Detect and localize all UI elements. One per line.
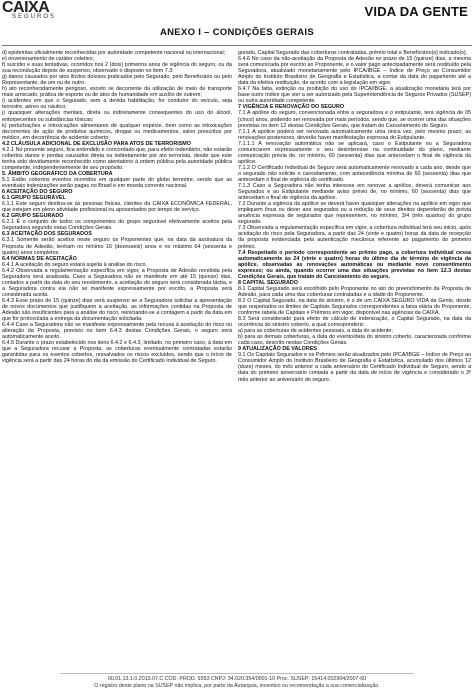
- section-heading: 4.2 CLÁUSULA ADICIONAL DE EXCLUSÃO PARA ATOS DE TERRORISMO: [2, 140, 191, 147]
- clause-paragraph: k) perturbações e intoxicações alimentares de qualquer espécie, bem como as intoxicações decorrentes de ação de produtos químicos, drogas ou medicamentos, salvo prescritos por médico, em decorrência de acidente coberto;: [2, 122, 232, 141]
- clause-paragraph: gurado, Capital Segurado das coberturas contratadas, prêmio total e Beneficiário(s) indicado(s).: [238, 50, 468, 56]
- clause-paragraph: 6.4.2 Observada a regulamentação específica em vigor, a Proposta de Adesão recebida pela Seguradora será analisada. Caso a Seguradora não se manifeste em até 15 (quinze) dias, contados a partir da data do seu recebimento, a aceitação do seguro será considerada tácita, e a Seguradora contra ela não se manifeste expressamente por escrito, a Proposta será considerada aceita.: [2, 267, 232, 298]
- section-heading: 8 CAPITAL SEGURADO: [238, 279, 299, 286]
- clause-paragraph: h) ato reconhecidamente perigoso, exceto se decorrente da utilização de meio de transporte mais arriscado, prática de esporte ou de atos de humanidade em auxílio de outrem;: [2, 86, 232, 99]
- page-header: [0, 0, 474, 24]
- section-heading: 6 ACEITAÇÃO DO SEGURO: [2, 189, 73, 196]
- header-divider: [2, 45, 472, 46]
- clause-paragraph: 4.2.1 No presente seguro, fica entendido e concordado que, para efeito indenitário, não estarão cobertos danos e perdas causados direta ou indiretamente por ato terrorista, desde que este tenha sido devidamente reconhecido como atentatório à ordem pública pela autoridade pública competente, independentemente de seu propósito.: [2, 146, 232, 171]
- section-heading: 6.3 ACEITAÇÃO DOS SEGURADOS: [2, 231, 92, 238]
- section-heading: 6.2 GRUPO SEGURADO: [2, 213, 64, 220]
- annex-title: ANEXO I – CONDIÇÕES GERAIS: [159, 27, 315, 38]
- section-heading: 9 ATUALIZAÇÃO DE VALORES: [238, 346, 317, 353]
- clause-paragraph: 9.1 Os Capitais Segurados e os Prêmios serão atualizados pelo IPCA/IBGE – Índice de Preço ao Consumidor Amplo do Instituto Brasileiro de Geografia e Estatística, acumulado dos últimos 12 (doze) meses, do mês anterior a cada aniversário do Certificado Individual de Seguro, sendo a data do primeiro aniversário contada a partir da data de início de vigência e considerado o 3º mês anterior ao aniversário do seguro.: [238, 352, 471, 383]
- clause-paragraph: 7.3 Observada a regulamentação específica em vigor, a cobertura individual terá seu início, após aceitação do risco pela Seguradora, a partir das 24 (vinte e quatro) horas da data de recepção da proposta evidenciada pela autenticação mecânica referente ao pagamento do primeiro prêmio.: [238, 225, 471, 250]
- clause-paragraph: 6.2.1 É o conjunto de todos os componentes do grupo segurável efetivamente aceitos pela Seguradora segundo estas Condições Gerais.: [2, 219, 232, 232]
- logo-sub-text: SEGUROS: [12, 14, 57, 20]
- clause-paragraph: 6.4.6 No caso da não-aceitação da Proposta de Adesão no prazo de 15 (quinze) dias, a mesma será comunicada por escrito ao Proponente, e o valor pago antecipadamente será restituído pela Seguradora, atualizado monetariamente pelo IPCA/IBGE – Índice de Preço ao Consumidor Amplo do Instituto Brasileiro de Geografia e Estatística, a contar da data do pagamento até a data da efetiva restituição, de acordo com a legislação em vigor.: [238, 56, 471, 87]
- section-heading: 7 VIGÊNCIA E RENOVAÇÃO DO SEGURO: [238, 104, 345, 111]
- clause-paragraph: 6.1.1 Este seguro destina-se às pessoas físicas, clientes da CAIXA ECONÔMICA FEDERAL, que estejam em pleno atividade profissional ou aposentados por tempo de serviço.: [2, 201, 232, 214]
- clause-paragraph: 8.2 O Capital Segurado, na data do sinistro, é o de um CAIXA SEGURO VIDA da Gente, desde que respeitados os limites de Capitais Segurados correspondentes a faixa etária do Proponente, conforme tabela de Capitais e Prêmios em vigor, disponível nas agências da CAIXA.: [238, 297, 471, 317]
- clause-paragraph: 6.4.1 A aceitação do seguro estará sujeita à análise do risco.: [2, 261, 148, 268]
- clause-paragraph: a) para as coberturas de acidentes pessoais, a data do acidente;: [238, 328, 393, 335]
- section-heading: 6.4 NORMAS DE ACEITAÇÃO: [2, 255, 77, 262]
- clause-paragraph: j) quaisquer alterações mentais, direta ou indiretamente consequentes do uso do álcool, entorpecentes ou substâncias tóxicas;: [2, 110, 232, 123]
- section-heading: 6.1 GRUPO SEGURÁVEL: [2, 195, 66, 202]
- right-column: [238, 50, 471, 668]
- logo-main-text: CAIXA: [2, 0, 50, 16]
- clause-paragraph: 7.1.3 Caso a Seguradora não tenha interesse em renovar a apólice, deverá comunicar aos Segurados e ao Estipulante mediante aviso prévio de, no mínimo, 60 (sessenta) dias que antecedam o final de vigência da apólice.: [238, 183, 471, 202]
- clause-paragraph: e) envenenamento de caráter coletivo;: [2, 56, 94, 63]
- clause-paragraph: 6.4.3 Esse prazo de 15 (quinze) dias será suspenso se a Seguradora solicitar a apresentação de novos documentos que justifiquem a aceitação, as informações contidas na Proposta de Adesão são insuficientes para a análise do risco, reiniciando-se a contagem a partir da data em que for protocolada a entrega da documentação solicitada.: [2, 297, 232, 323]
- left-column: [2, 50, 232, 668]
- clause-paragraph: 6.4.4 Caso a Seguradora não se manifeste expressamente pela recusa à aceitação do risco ou alteração da Proposta, previsto no item 6.4.3 destas Condições Gerais, o seguro será automaticamente aceito.: [2, 322, 232, 341]
- caixa-seguros-logo: [2, 1, 64, 21]
- clause-paragraph: 7.1.1 A apólice poderá ser renovada automaticamente uma única vez, pelo mesmo prazo; as renovações posteriores, deverão haver manifestação expressa do Estipulante.: [238, 128, 471, 141]
- clause-paragraph: 6.4.5 Durante o prazo estabelecido nos itens 6.4.2 e 6.4.3, limitado, no primeiro caso, à data em que a Seguradora recusar a Proposta, as coberturas eventualmente contratadas estarão garantidas para os eventos cobertos, ressalvados os riscos excluídos, sendo que o início de vigência será a partir das 24 horas do dia da emissão do Certificado Individual de Seguro.: [2, 340, 232, 365]
- footer-divider: [60, 673, 414, 674]
- footer-disclaimer-line: O registro deste plano na SUSEP não implica, por parte da Autarquia, incentivo ou recomendação a sua comercialização.: [94, 683, 380, 689]
- clause-paragraph: 7.1.2 O Certificado Individual de Seguro será automaticamente renovado a cada ano, desde que o segurado não solicite o cancelamento, com antecedência mínima de 60 (sessenta) dias que antecedam o final de vigência do certificado.: [238, 164, 471, 183]
- clause-paragraph: 5.1 Estão cobertos eventos ocorridos em qualquer parte do globo terrestre, sendo que as eventuais indenizações serão pagas no Brasil e em moeda corrente nacional.: [2, 176, 232, 190]
- section-heading: 5. ÂMBITO GEOGRÁFICO DA COBERTURA: [2, 170, 113, 177]
- clause-paragraph: 8.3 Será considerado para efeito de cálculo de indenização, o Capital Segurado, na data da ocorrência do sinistro coberto, a qual corresponderá:: [238, 316, 471, 329]
- clause-paragraph: 7.1 A apólice do seguro, convencionada entre a seguradora e o estipulante, terá vigência de 05 (cinco) anos, podendo ser renovada por mais períodos, sendo que, se ocorrer uma das situações previstas no item 12 destas Condições Gerais, que tratam do Cancelamento do Seguro.: [238, 110, 471, 129]
- clause-paragraph: 7.2 Durante a vigência da apólice se deverá haver quaisquer alterações na apólice em vigor que impliquem ônus ou dever aos segurados ou a redução de seus direitos dependerão de prévia anuência expressa de segurados que representem, no mínimo, 3/4 (três quartos) do grupo segurado.: [238, 201, 471, 226]
- clause-paragraph: i) acidentes em que o Segurado, sem a devida habilitação, for condutor do veículo, seja terrestre, aéreo ou náutico;: [2, 98, 232, 111]
- clause-paragraph: b) para as demais coberturas, a data do evento/data do sinistro coberto, caracterizada conforme cada caso, descrito nestas Condições Gerais.: [238, 334, 471, 347]
- clause-paragraph: d) epidemias oficialmente reconhecidas por autoridade competente nacional ou internacional;: [2, 50, 226, 56]
- clause-paragraph: f) suicídio e suas tentativas, ocorridos nos 2 (dois) primeiros anos de vigência do seguro, ou da sua recondução depois de suspenso, observado o disposto no item 7.3;: [2, 62, 232, 75]
- clause-paragraph: 6.3.1 Somente serão aceitos neste seguro os Proponentes que, na data da assinatura da Proposta de Adesão, tenham no mínimo 16 (dezesseis) anos e no máximo 64 (sessenta e quatro) anos completos.: [2, 237, 232, 256]
- page-footer: [0, 676, 474, 690]
- section-heading: 7.4 Respeitado o período correspondente ao prêmio pago, a cobertura individual cessa automaticamente às 24 (vinte e quatro) horas do último dia de término de vigência da apólice, observadas as renovações automáticas ou mediante novo consentimento expresso; ou ainda, quando ocorrer uma das situações previstas no item 12.3 destas Condições Gerais, que tratam do Cancelamento do seguro.: [238, 249, 471, 280]
- footer-registration-line: 00.01.13.1.0.2013.07.C COD. PROD. 9353 CNPJ: 34.020.354/0001-10 Proc. SUSEP: 15414.002904/2007-60: [107, 676, 367, 682]
- clause-paragraph: g) danos causados por atos ilícitos dolosos praticados pelo Segurado, pelo Beneficiário ou pelo Representante, de um ou de outro.: [2, 74, 232, 87]
- clause-paragraph: 6.4.7 Na falta, extinção ou proibição do uso do IPCA/IBGE, a atualização monetária terá por base outro índice que vier a ser autorizado pela Superintendência de Seguros Privados (SUSEP) ou outra autoridade competente.: [238, 86, 471, 105]
- clause-paragraph: 7.1.1.1 A renovação automática não se aplicará, caso o Estipulante ou a Seguradora comunicarem expressamente o seu desinteresse na continuidade do plano, mediante comunicação prévia de, no mínimo, 60 (sessenta) dias que antecedam o final de vigência da apólice.: [238, 140, 471, 165]
- document-title: VIDA DA GENTE: [364, 4, 468, 19]
- clause-paragraph: 8.1 Capital Segurado será escolhido pelo Proponente no ato do preenchimento da Proposta de Adesão, para cada uma das coberturas contratadas e a idade do Proponente.: [238, 285, 471, 298]
